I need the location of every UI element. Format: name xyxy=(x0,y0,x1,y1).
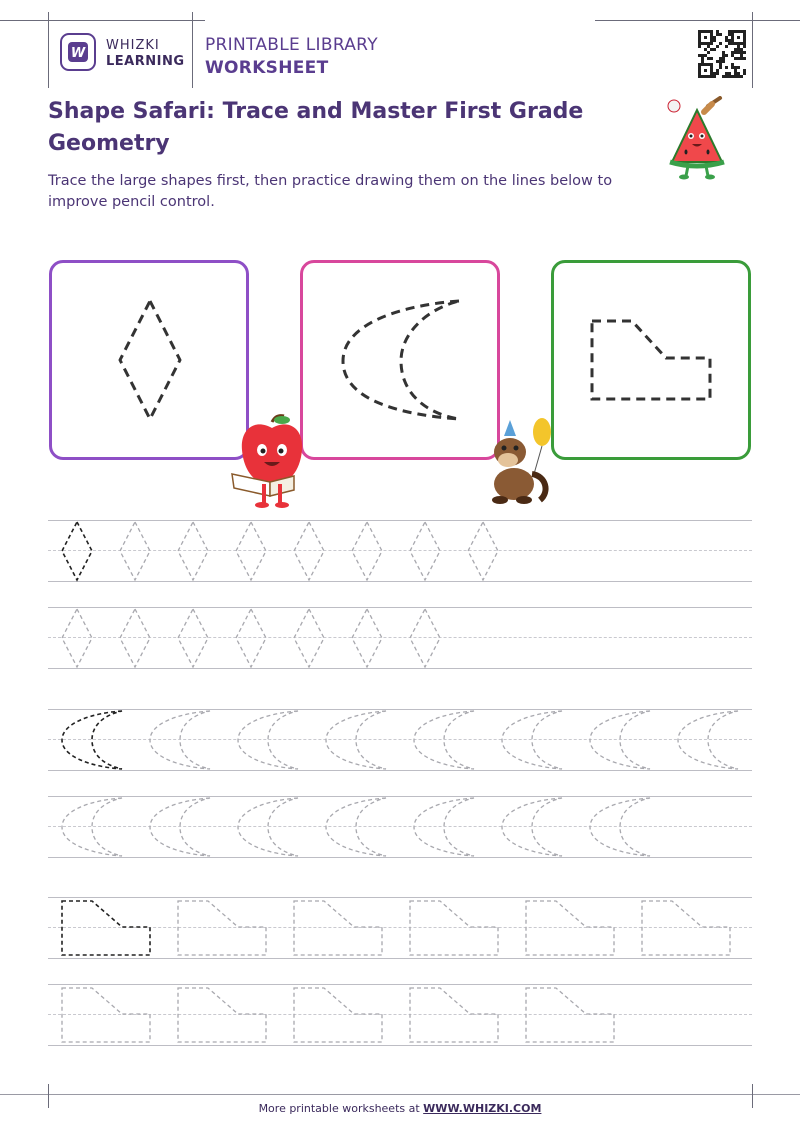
trace-shape-rhombus xyxy=(62,522,92,580)
brand-line2: LEARNING xyxy=(106,54,185,69)
header-rule-right xyxy=(595,20,800,21)
practice-shape-rhombus xyxy=(62,609,92,667)
header-divider-2 xyxy=(192,12,193,88)
practice-shape-pentagon xyxy=(410,901,498,955)
practice-shape-crescent xyxy=(326,711,386,769)
practice-shape-crescent xyxy=(590,711,650,769)
practice-shape-crescent xyxy=(414,711,474,769)
practice-shape-pentagon xyxy=(294,988,382,1042)
practice-row-rhombus-1 xyxy=(48,520,752,582)
practice-shape-rhombus xyxy=(294,609,324,667)
practice-shape-crescent xyxy=(238,711,298,769)
practice-shape-rhombus xyxy=(178,609,208,667)
practice-row-pentagon-1 xyxy=(48,897,752,959)
page-title: Shape Safari: Trace and Master First Grade Geometry xyxy=(48,99,584,156)
practice-shape-pentagon xyxy=(410,988,498,1042)
footer-rule xyxy=(0,1094,800,1095)
practice-shape-crescent xyxy=(502,711,562,769)
practice-shape-pentagon xyxy=(294,901,382,955)
practice-shape-rhombus xyxy=(120,522,150,580)
practice-shape-rhombus xyxy=(120,609,150,667)
practice-shape-pentagon xyxy=(178,901,266,955)
practice-shape-pentagon xyxy=(526,901,614,955)
practice-shape-rhombus xyxy=(236,522,266,580)
practice-row-rhombus-2 xyxy=(48,607,752,669)
practice-shape-pentagon xyxy=(178,988,266,1042)
card-crescent xyxy=(300,260,500,460)
footer-prefix: More printable worksheets at xyxy=(258,1102,424,1115)
footer-link[interactable]: WWW.WHIZKI.COM xyxy=(423,1102,542,1115)
header-line2: WORKSHEET xyxy=(205,58,329,78)
instructions: Trace the large shapes first, then practice drawing them on the lines below to improve pencil control. xyxy=(48,173,613,210)
practice-shape-pentagon xyxy=(62,988,150,1042)
practice-shape-rhombus xyxy=(178,522,208,580)
header-line1: PRINTABLE LIBRARY xyxy=(205,35,378,55)
practice-shape-crescent xyxy=(414,798,474,856)
trace-shape-pentagon xyxy=(62,901,150,955)
apple-mascot-icon xyxy=(224,412,320,508)
practice-shape-crescent xyxy=(62,798,122,856)
card-pentagon xyxy=(551,260,751,460)
practice-shape-crescent xyxy=(590,798,650,856)
practice-shape-crescent xyxy=(150,711,210,769)
header-divider-1 xyxy=(48,12,49,88)
horse-mascot-icon xyxy=(484,412,556,508)
logo-letter: W xyxy=(70,46,86,61)
practice-row-crescent-2 xyxy=(48,796,752,858)
whizki-logo-icon xyxy=(60,33,96,71)
header-divider-3 xyxy=(752,12,753,88)
practice-shape-crescent xyxy=(678,711,738,769)
qr-code-icon xyxy=(698,30,746,78)
brand-line1: WHIZKI xyxy=(106,38,160,53)
practice-shape-rhombus xyxy=(294,522,324,580)
footer xyxy=(0,1102,800,1115)
practice-shape-rhombus xyxy=(352,609,382,667)
practice-shape-rhombus xyxy=(410,609,440,667)
trace-shape-crescent xyxy=(62,711,122,769)
practice-shape-crescent xyxy=(502,798,562,856)
practice-shape-crescent xyxy=(238,798,298,856)
header-rule-left xyxy=(0,20,205,21)
practice-shape-rhombus xyxy=(352,522,382,580)
practice-shape-pentagon xyxy=(642,901,730,955)
practice-shape-rhombus xyxy=(468,522,498,580)
practice-shape-pentagon xyxy=(526,988,614,1042)
practice-row-pentagon-2 xyxy=(48,984,752,1046)
practice-shape-crescent xyxy=(150,798,210,856)
card-rhombus xyxy=(49,260,249,460)
practice-shape-rhombus xyxy=(410,522,440,580)
practice-shape-crescent xyxy=(326,798,386,856)
watermelon-mascot-icon xyxy=(664,96,730,182)
practice-row-crescent-1 xyxy=(48,709,752,771)
practice-shape-rhombus xyxy=(236,609,266,667)
